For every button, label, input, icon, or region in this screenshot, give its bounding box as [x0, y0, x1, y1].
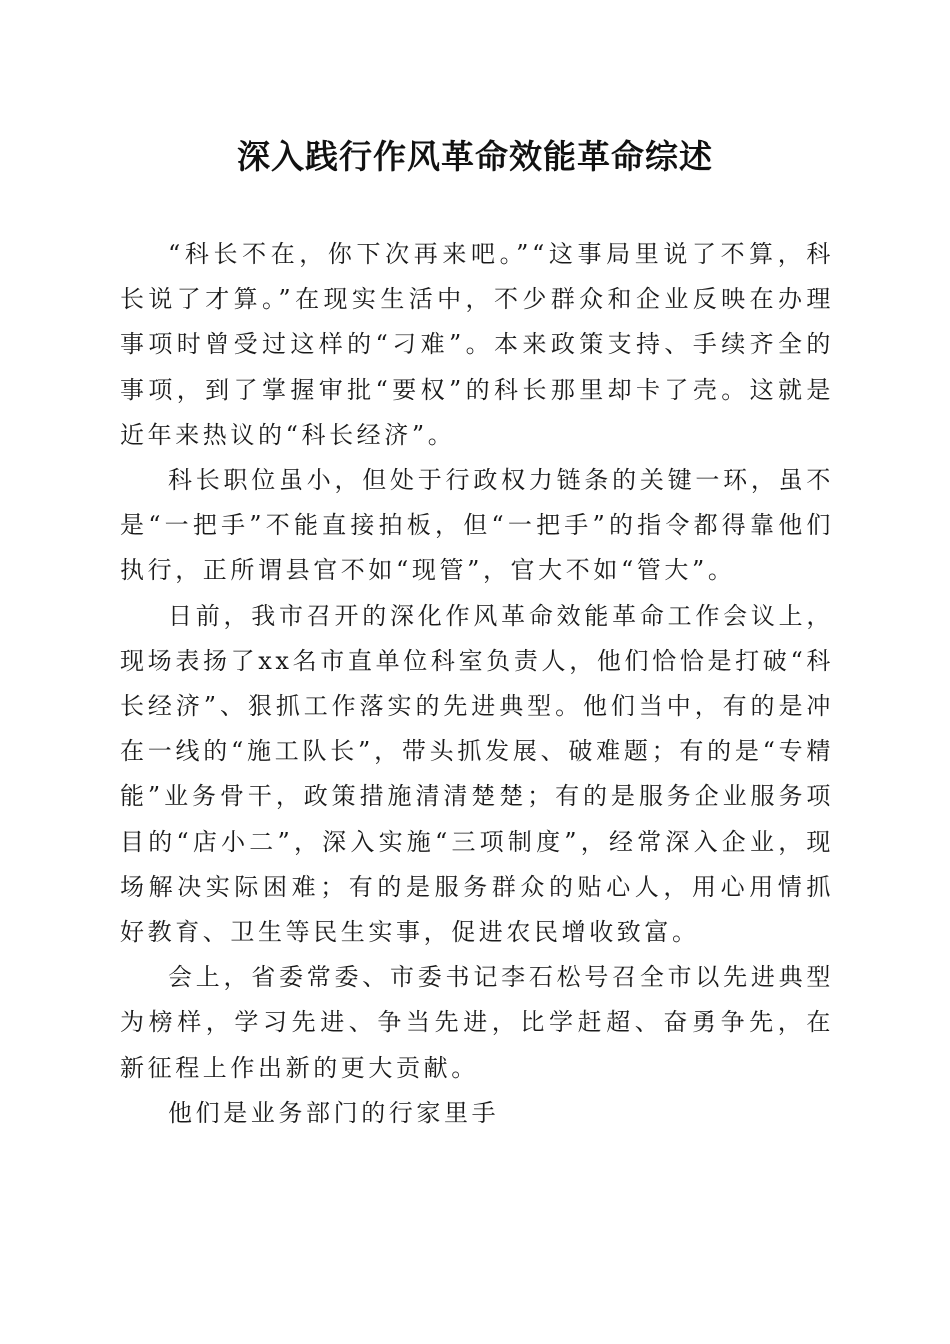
document-title: 深入践行作风革命效能革命综述: [237, 137, 713, 176]
paragraph: 他们是业务部门的行家里手: [168, 1098, 500, 1127]
paragraph: 会上，省委常委、市委书记李石松号召全市以先进典型为榜样，学习先进、争当先进，比学赶超、奋勇争先，在新征程上作出新的更大贡献。: [120, 963, 834, 1082]
paragraph: 科长职位虽小，但处于行政权力链条的关键一环，虽不是“一把手”不能直接拍板，但“一把手”的指令都得靠他们执行，正所谓县官不如“现管”，官大不如“管大”。: [120, 466, 834, 585]
paragraph: 日前，我市召开的深化作风革命效能革命工作会议上，现场表扬了xx名市直单位科室负责人，他们恰恰是打破“科长经济”、狠抓工作落实的先进典型。他们当中，有的是冲在一线的“施工队长”，带头抓发展、破难题；有的是“专精能”业务骨干，政策措施清清楚楚；有的是服务企业服务项目的“店小二”，深入实施“三项制度”，经常深入企业，现场解决实际困难；有的是服务群众的贴心人，用心用情抓好教育、卫生等民生实事，促进农民增收致富。: [120, 601, 834, 947]
paragraph: “科长不在，你下次再来吧。”“这事局里说了不算，科长说了才算。”在现实生活中，不少群众和企业反映在办理事项时曾受过这样的“刁难”。本来政策支持、手续齐全的事项，到了掌握审批“要权”的科长那里却卡了壳。这就是近年来热议的“科长经济”。: [120, 240, 834, 449]
document-body: [120, 232, 834, 1136]
